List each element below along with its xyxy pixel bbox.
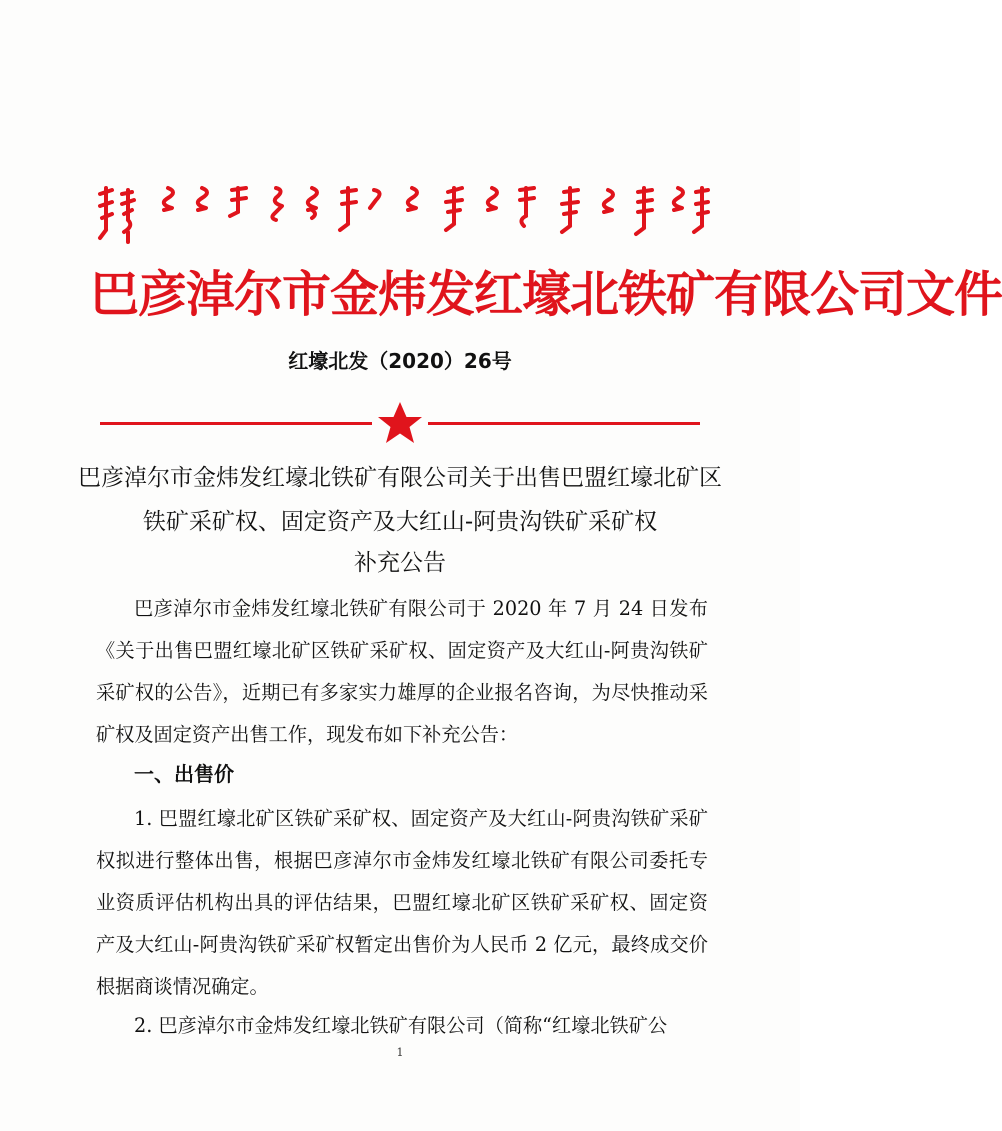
divider-line-right: [428, 422, 700, 425]
organization-file-title: 巴彦淖尔市金炜发红壕北铁矿有限公司文件: [90, 266, 1002, 323]
divider-line-left: [100, 422, 372, 425]
intro-paragraph-block: [96, 588, 708, 756]
notice-title-line-3: 补充公告: [354, 550, 446, 576]
mongolian-script-graphic: [98, 180, 708, 250]
section-heading-sale-price: 一、出售价: [134, 762, 234, 786]
notice-title-line-1: 巴彦淖尔市金炜发红壕北铁矿有限公司关于出售巴盟红壕北矿区: [78, 465, 722, 491]
mongolian-script-banner: [98, 180, 708, 250]
page-number: 1: [396, 1046, 404, 1059]
intro-paragraph: 巴彦淖尔市金炜发红壕北铁矿有限公司于 2020 年 7 月 24 日发布《关于出售巴盟红壕北矿区铁矿采矿权、固定资产及大红山-阿贵沟铁矿采矿权的公告》，近期已有多家实力雄厚的企业报名咨询，为尽快推动采矿权及固定资产出售工作，现发布如下补充公告：: [96, 597, 708, 746]
star-icon: [378, 402, 422, 443]
item-1-paragraph: 1. 巴盟红壕北矿区铁矿采矿权、固定资产及大红山-阿贵沟铁矿采矿权拟进行整体出售，根据巴彦淖尔市金炜发红壕北铁矿有限公司委托专业资质评估机构出具的评估结果，巴盟红壕北矿区铁矿采矿权、固定资产及大红山-阿贵沟铁矿采矿权暂定出售价为人民币 2 亿元，最终成交价根据商谈情况确定。: [96, 807, 708, 998]
red-divider-with-star: [100, 398, 700, 450]
document-number: 红壕北发（2020）26号: [288, 349, 512, 373]
item-1-block: [96, 798, 708, 1008]
item-2-paragraph: 2. 巴彦淖尔市金炜发红壕北铁矿有限公司（简称“红壕北铁矿公: [134, 1014, 668, 1037]
notice-title-line-2: 铁矿采矿权、固定资产及大红山-阿贵沟铁矿采矿权: [142, 509, 658, 535]
item-2-block: [96, 1005, 708, 1047]
